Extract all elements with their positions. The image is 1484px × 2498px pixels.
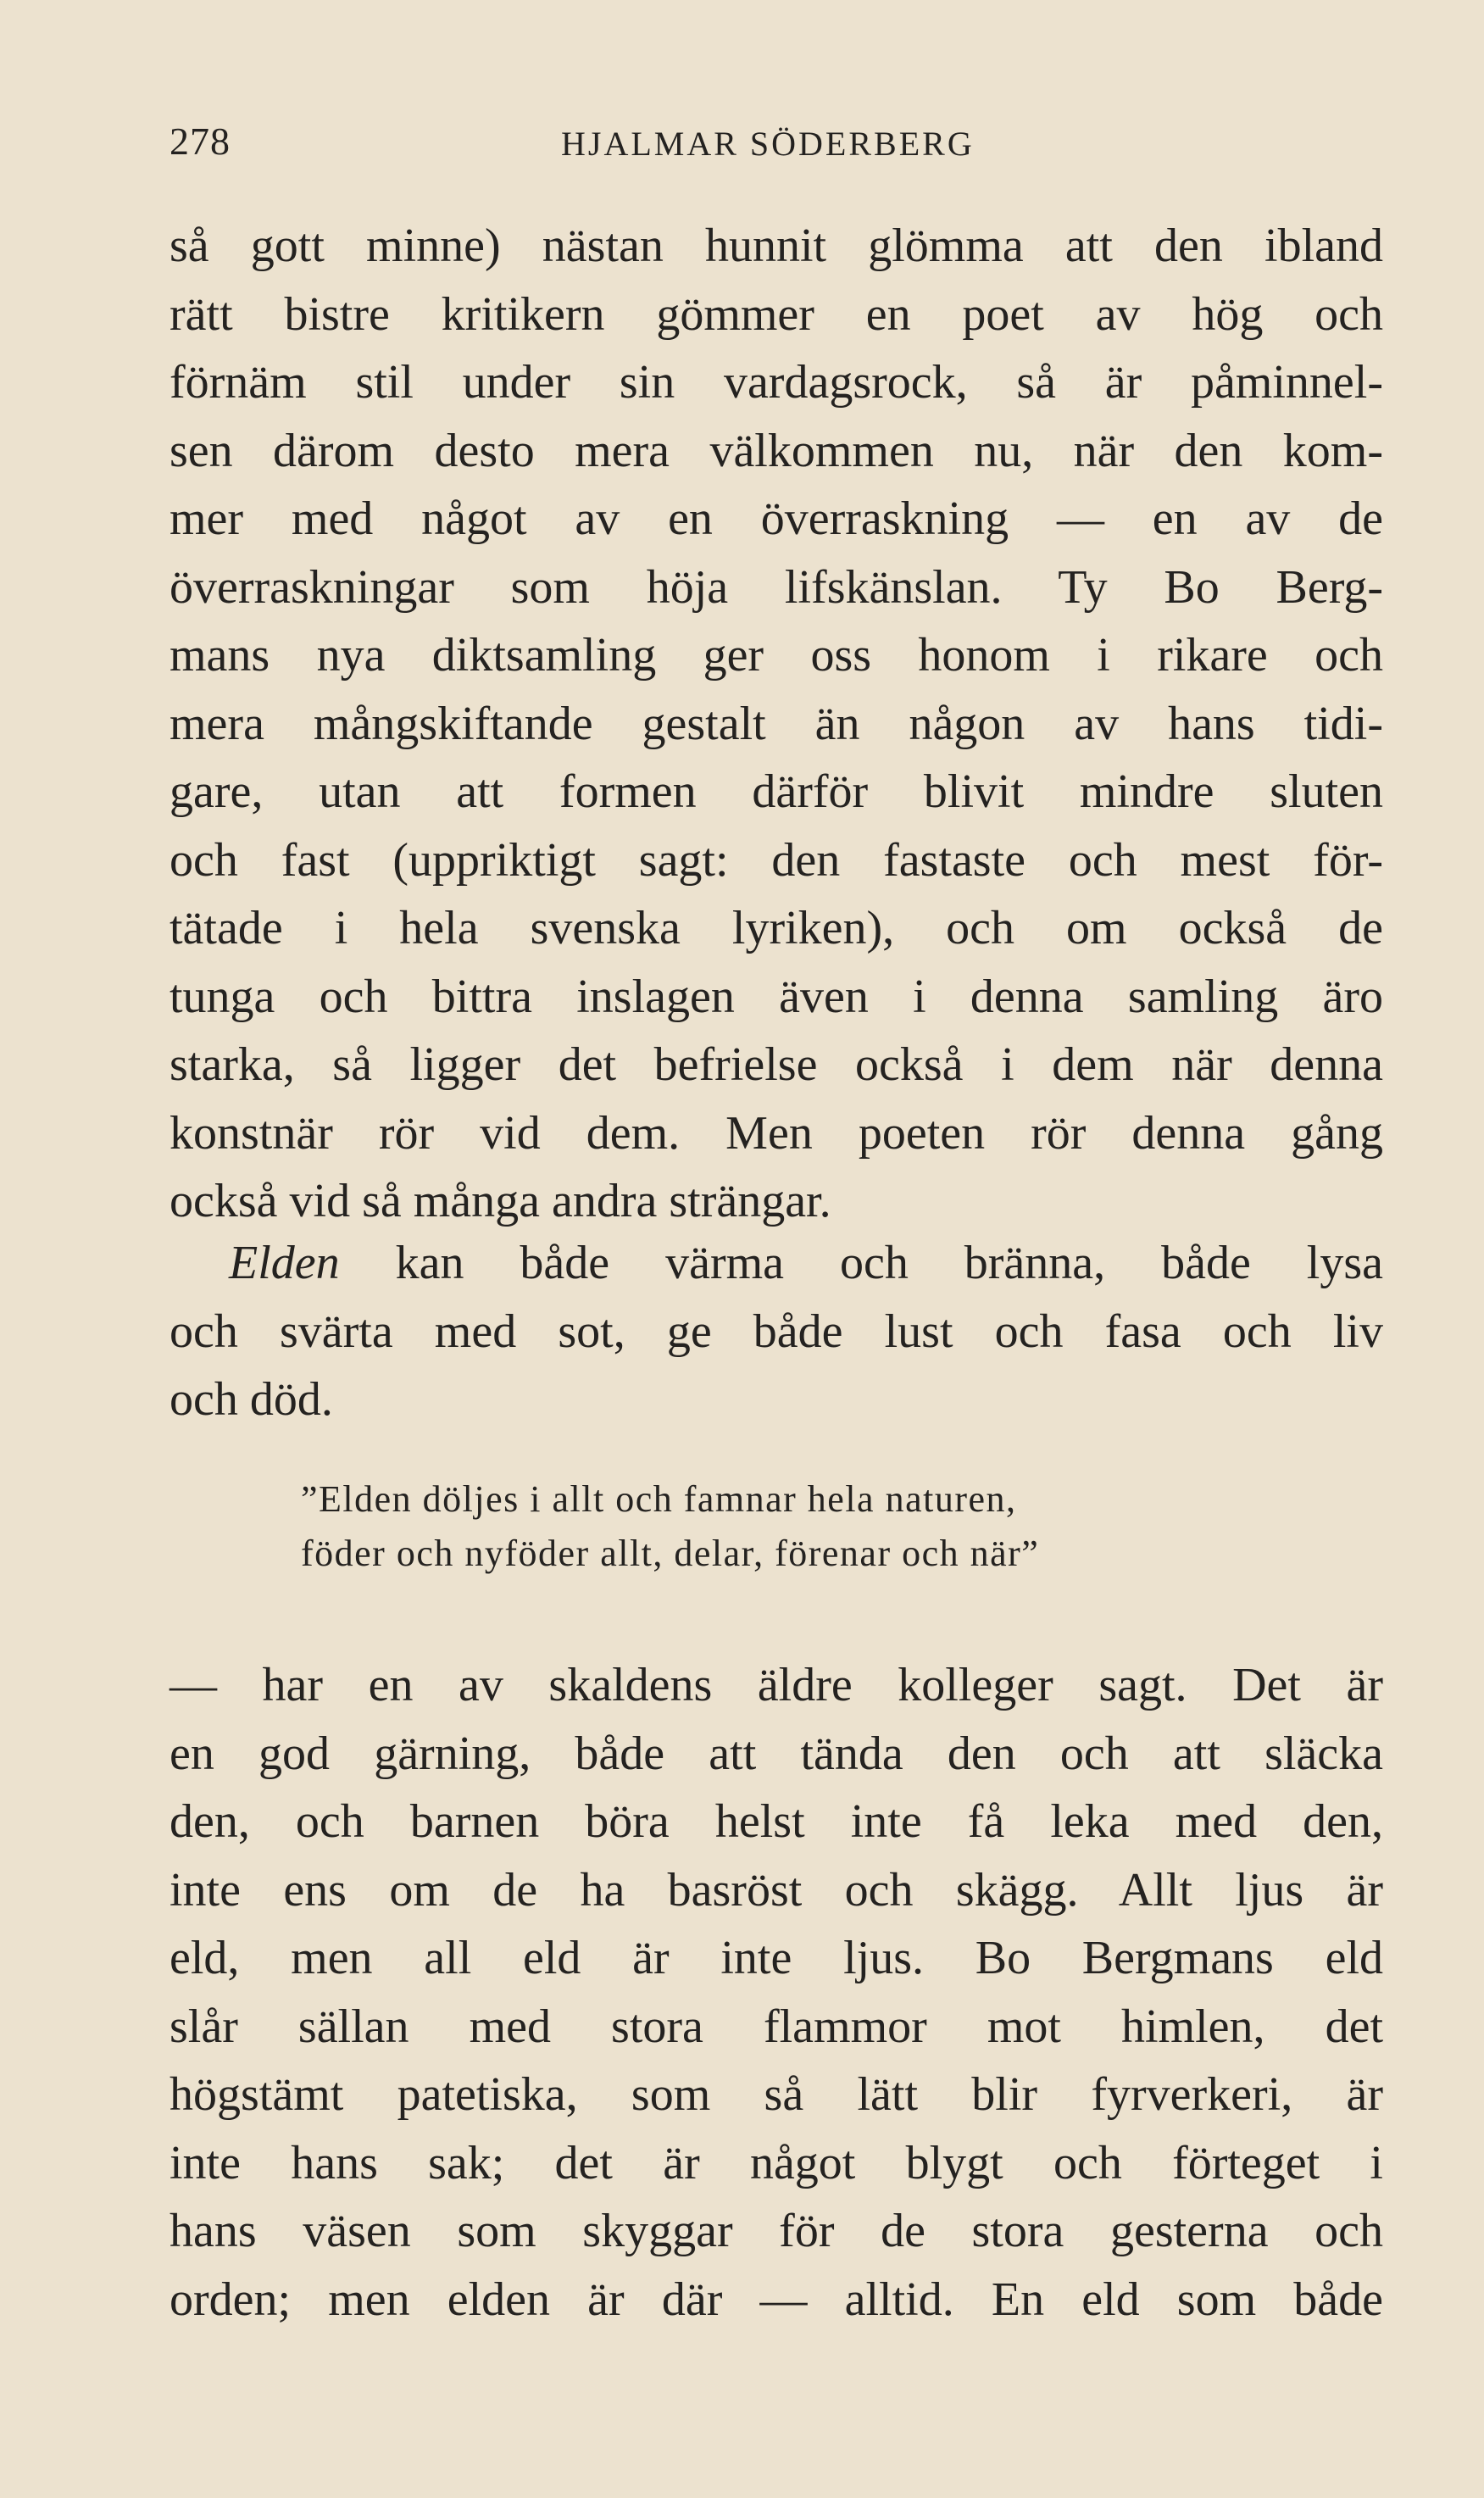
text-line: eld, men all eld är inte ljus. Bo Bergmans eld	[170, 1932, 1383, 1984]
text-line: — har en av skaldens äldre kolleger sagt. Det är	[170, 1659, 1383, 1711]
text-line: mer med något av en överraskning — en av de	[170, 492, 1383, 545]
quote-line: föder och nyföder allt, delar, förenar och när”	[301, 1533, 1040, 1574]
paragraph-2	[170, 1229, 1383, 1434]
quote-line: ”Elden döljes i allt och famnar hela naturen,	[301, 1478, 1017, 1520]
text-line: konstnär rör vid dem. Men poeten rör denna gång	[170, 1106, 1383, 1160]
text-line: och svärta med sot, ge både lust och fasa och liv	[170, 1305, 1383, 1358]
text-run: kan både värma och bränna, både lysa	[339, 1237, 1383, 1289]
text-line: starka, så ligger det befrielse också i dem när denna	[170, 1038, 1383, 1091]
text-line: slår sällan med stora flammor mot himlen, det	[170, 2000, 1383, 2053]
text-line: inte hans sak; det är något blygt och förteget i	[170, 2136, 1383, 2189]
text-line: rätt bistre kritikern gömmer en poet av hög och	[170, 287, 1383, 341]
running-head	[170, 119, 1390, 170]
text-line: den, och barnen böra helst inte få leka med den,	[170, 1795, 1383, 1848]
text-line: och fast (uppriktigt sagt: den fastaste och mest för-	[170, 833, 1383, 887]
page-number: 278	[170, 120, 231, 163]
text-line: tunga och bittra inslagen även i denna samling äro	[170, 970, 1383, 1023]
text-line: hans väsen som skyggar för de stora gesterna och	[170, 2205, 1383, 2257]
italic-title: Elden	[229, 1237, 340, 1289]
text-line: mera mångskiftande gestalt än någon av hans tidi-	[170, 697, 1383, 750]
text-line: inte ens om de ha basröst och skägg. Allt ljus är	[170, 1863, 1383, 1917]
text-line: mans nya diktsamling ger oss honom i rikare och	[170, 629, 1383, 682]
text-line: orden; men elden är där — alltid. En eld som både	[170, 2273, 1383, 2326]
text-line: så gott minne) nästan hunnit glömma att den ibland	[170, 220, 1383, 272]
text-line	[170, 1229, 1383, 1298]
text-line: tätade i hela svenska lyriken), och om också de	[170, 902, 1383, 954]
verse-quotation	[301, 1472, 1259, 1581]
text-line: överraskningar som höja lifskänslan. Ty Bo Berg-	[170, 560, 1383, 614]
text-line: förnäm stil under sin vardagsrock, så är påminnel-	[170, 356, 1383, 409]
paragraph-1	[170, 212, 1383, 1236]
text-line: gare, utan att formen därför blivit mindre sluten	[170, 765, 1383, 818]
text-line: och död.	[170, 1373, 333, 1426]
text-line: också vid så många andra strängar.	[170, 1175, 831, 1227]
text-line: en god gärning, både att tända den och att släcka	[170, 1727, 1383, 1780]
text-line: högstämt patetiska, som så lätt blir fyrverkeri, är	[170, 2068, 1383, 2121]
text-line: sen därom desto mera välkommen nu, när den kom-	[170, 424, 1383, 477]
paragraph-3	[170, 1651, 1383, 2334]
running-title: HJALMAR SÖDERBERG	[561, 125, 975, 163]
